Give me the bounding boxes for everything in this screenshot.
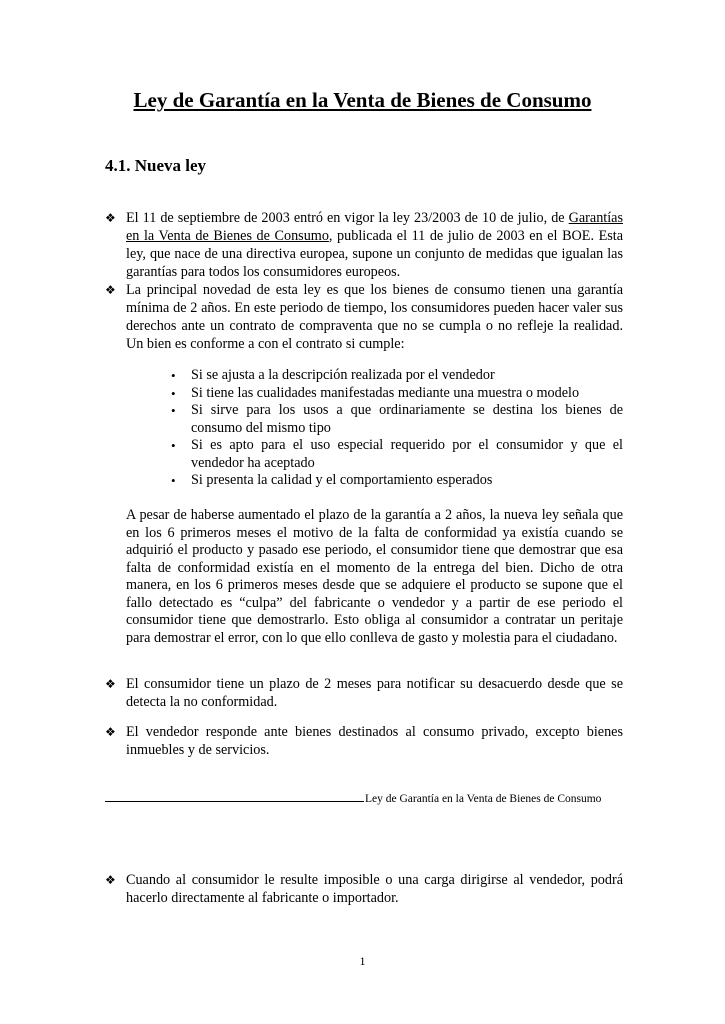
list-item — [171, 472, 623, 490]
bullet-paragraph-entry-into-force — [105, 209, 623, 281]
page-title: Ley de Garantía en la Venta de Bienes de Consumo — [133, 88, 592, 112]
list-item — [171, 437, 623, 472]
list-item-text: Si es apto para el uso especial requerido por el consumidor y que el vendedor ha aceptado — [191, 437, 623, 471]
paragraph-text: El vendedor responde ante bienes destinados al consumo privado, excepto bienes inmuebles y de servicios. — [126, 724, 623, 758]
list-item — [171, 402, 623, 437]
diamond-bullet-icon: ❖ — [105, 725, 116, 739]
diamond-bullet-icon: ❖ — [105, 873, 116, 887]
paragraph-text: El consumidor tiene un plazo de 2 meses para notificar su desacuerdo desde que se detecta la no conformidad. — [126, 676, 623, 710]
list-item — [171, 367, 623, 385]
conformity-conditions-list — [171, 367, 623, 490]
footer-rule — [105, 792, 364, 802]
paragraph-text: La principal novedad de esta ley es que los bienes de consumo tienen una garantía mínima de 2 años. En este periodo de tiempo, los consumidores pueden hacer valer sus derechos ante un contrato de compraventa que no se cumpla o no refleje la realidad. Un bien es conforme a con el contrato si cumple: — [126, 282, 623, 352]
page-number: 1 — [359, 954, 366, 968]
running-footer — [105, 792, 623, 805]
bullet-dot-icon: • — [171, 385, 176, 401]
bullet-paragraph-manufacturer-claim — [105, 871, 623, 907]
list-item-text: Si presenta la calidad y el comportamiento esperados — [191, 472, 493, 488]
bullet-paragraph-notification-period — [105, 675, 623, 711]
diamond-bullet-icon: ❖ — [105, 283, 116, 297]
list-item-text: Si sirve para los usos a que ordinariamente se destina los bienes de consumo del mismo tipo — [191, 402, 623, 436]
list-item — [171, 385, 623, 403]
law-name-underlined: Garantías en la Venta de Bienes de Consumo — [126, 210, 623, 244]
paragraph-burden-of-proof: A pesar de haberse aumentado el plazo de la garantía a 2 años, la nueva ley señala que en los 6 primeros meses el motivo de la falta de conformidad ya existía cuando se adquirió el producto y pasado ese periodo, el consumidor tiene que demostrar que esa falta de conformidad existía en el momento de la entrega del bien. Dicho de otra manera, en los 6 primeros meses desde que se adquiere el producto se supone que el fallo detectado es “culpa” del fabricante o vendedor y a partir de ese periodo el consumidor tiene que demostrarlo. Esto obliga al consumidor a contratar un peritaje para demostrar el error, con lo que ello conlleva de gasto y molestia para el ciudadano. — [126, 507, 623, 646]
bullet-dot-icon: • — [171, 403, 176, 418]
paragraph-text: Cuando al consumidor le resulte imposible o una carga dirigirse al vendedor, podrá hacerlo directamente al fabricante o importador. — [126, 872, 623, 906]
diamond-bullet-icon: ❖ — [105, 211, 116, 225]
list-item-text: Si se ajusta a la descripción realizada por el vendedor — [191, 367, 495, 383]
bullet-dot-icon: • — [171, 438, 176, 453]
bullet-dot-icon: • — [171, 368, 176, 383]
section-heading: 4.1. Nueva ley — [105, 156, 207, 175]
bullet-dot-icon: • — [171, 473, 176, 488]
text-run: , publicada el 11 de julio de 2003 en el BOE. Esta ley, que nace de una directiva europea, supone un conjunto de medidas que igualan las garantías para todos los consumidores europeos. — [126, 228, 623, 280]
bullet-paragraph-seller-responsibility — [105, 723, 623, 759]
paragraph-text — [126, 209, 623, 281]
footer-text: Ley de Garantía en la Venta de Bienes de Consumo — [365, 793, 602, 805]
list-item-text: Si tiene las cualidades manifestadas mediante una muestra o modelo — [191, 384, 580, 401]
diamond-bullet-icon: ❖ — [105, 677, 116, 691]
bullet-paragraph-main-novelty — [105, 281, 623, 353]
text-run: El 11 de septiembre de 2003 entró en vigor la ley 23/2003 de 10 de julio, de — [126, 210, 569, 226]
